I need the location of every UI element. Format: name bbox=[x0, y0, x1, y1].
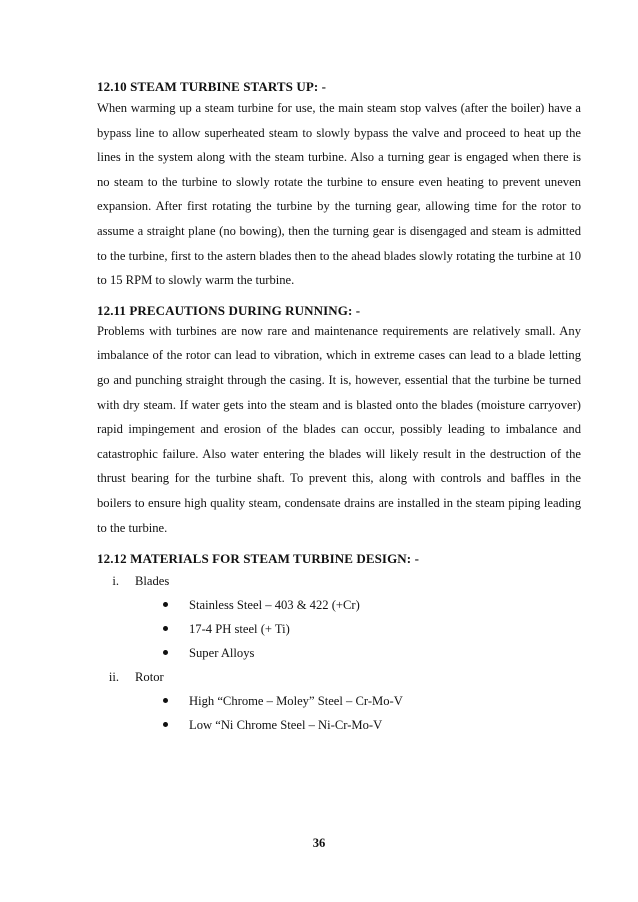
list-item bbox=[163, 689, 581, 713]
bullet-icon bbox=[163, 698, 168, 703]
list-item-text: Low “Ni Chrome Steel – Ni-Cr-Mo-V bbox=[189, 718, 383, 733]
list-number: ii. bbox=[108, 670, 119, 685]
bullet-icon bbox=[163, 626, 168, 631]
section-precautions-during-running bbox=[97, 302, 581, 540]
page-number: 36 bbox=[312, 836, 326, 850]
section-materials bbox=[97, 550, 581, 737]
list-item-text: 17-4 PH steel (+ Ti) bbox=[189, 622, 290, 637]
list-item-text: High “Chrome – Moley” Steel – Cr-Mo-V bbox=[189, 694, 403, 709]
section-heading: 12.12 MATERIALS FOR STEAM TURBINE DESIGN: - bbox=[97, 551, 419, 567]
list-item-text: Super Alloys bbox=[189, 646, 255, 661]
material-group-rotor bbox=[97, 665, 581, 737]
section-heading: 12.10 STEAM TURBINE STARTS UP: - bbox=[97, 79, 327, 94]
section-heading: 12.11 PRECAUTIONS DURING RUNNING: - bbox=[97, 302, 361, 318]
bullet-icon bbox=[163, 602, 168, 607]
materials-list bbox=[97, 569, 581, 737]
list-item-text: Stainless Steel – 403 & 422 (+Cr) bbox=[189, 598, 360, 613]
section-body: Problems with turbines are now rare and maintenance requirements are relatively small. Any imbalance of the rotor can lead to vibration, which in extreme cases can lead to a blade letting go and punching straight through the casing. It is, however, essential that the turbine be turned with dry steam. If water gets into the steam and is blasted onto the blades (moisture carryover) rapid impingement and erosion of the blades can occur, possibly leading to imbalance and catastrophic failure. Also water entering the blades will likely result in the destruction of the thrust bearing for the turbine shaft. To prevent this, along with controls and baffles in the boilers to ensure high quality steam, condensate drains are installed in the steam piping leading to the turbine. bbox=[97, 323, 581, 535]
material-items bbox=[135, 689, 581, 737]
list-item bbox=[163, 641, 581, 665]
list-item bbox=[163, 617, 581, 641]
bullet-icon bbox=[163, 722, 168, 727]
list-item bbox=[163, 593, 581, 617]
section-steam-turbine-starts-up bbox=[97, 78, 581, 293]
material-group-blades bbox=[97, 569, 581, 665]
bullet-icon bbox=[163, 650, 168, 655]
material-items bbox=[135, 593, 581, 665]
page-content bbox=[97, 78, 581, 737]
list-item bbox=[163, 713, 581, 737]
material-group-label: Blades bbox=[135, 574, 170, 589]
section-body: When warming up a steam turbine for use, the main steam stop valves (after the boiler) have a bypass line to allow superheated steam to slowly bypass the valve and proceed to heat up the lines in the system along with the steam turbine. Also a turning gear is engaged when there is no steam to the turbine to slowly rotate the turbine to ensure even heating to prevent uneven expansion. After first rotating the turbine by the turning gear, allowing time for the rotor to assume a straight plane (no bowing), then the turning gear is disengaged and steam is admitted to the turbine, first to the astern blades then to the ahead blades slowly rotating the turbine at 10 to 15 RPM to slowly warm the turbine. bbox=[97, 101, 581, 288]
material-group-label: Rotor bbox=[135, 670, 164, 685]
list-number: i. bbox=[112, 574, 119, 589]
